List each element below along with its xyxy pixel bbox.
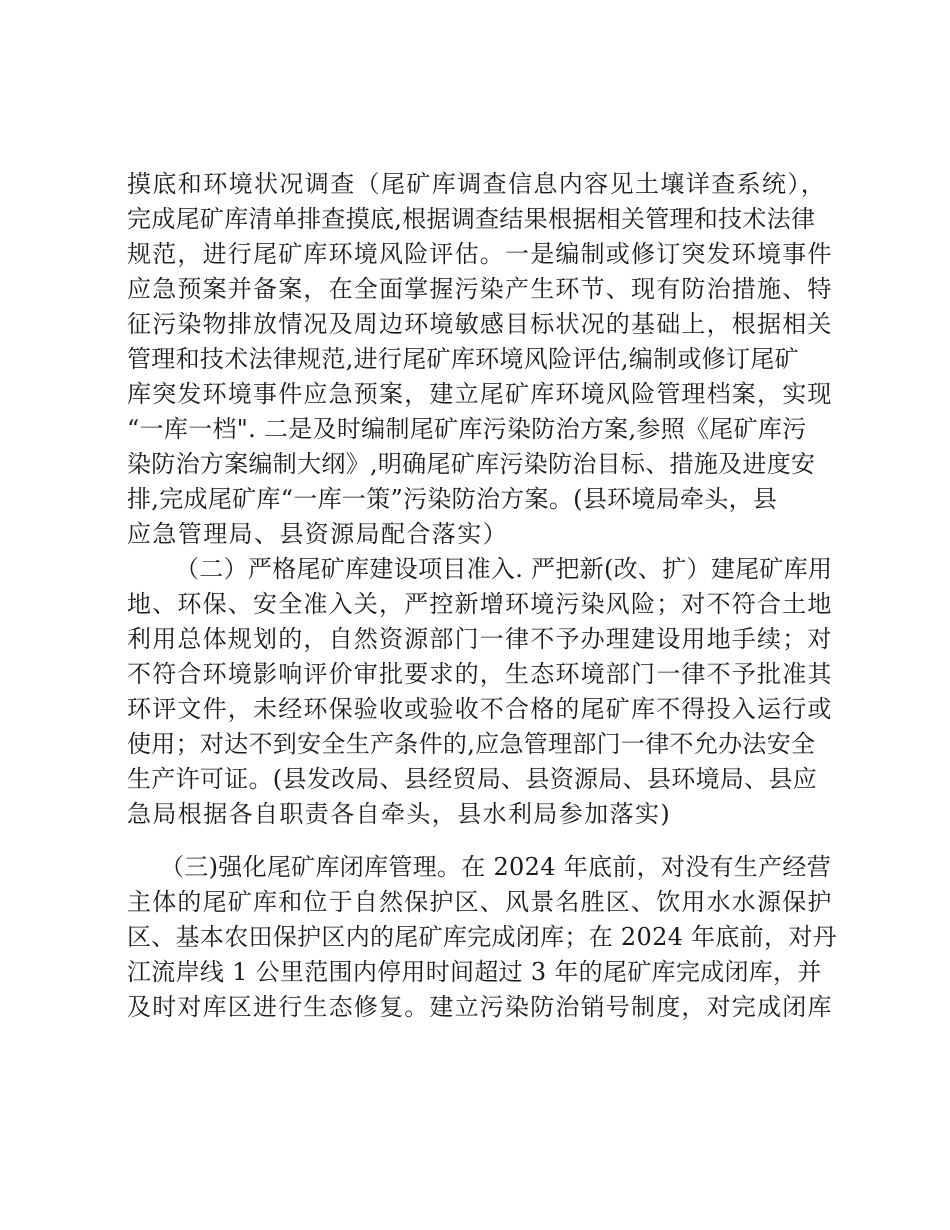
text-line: 规范，进行尾矿库环境风险评估。一是编制或修订突发环境事件	[127, 240, 833, 268]
text-line: 排,完成尾矿库“一库一策”污染防治方案。(县环境局牵头，县	[127, 485, 778, 513]
text-line: 利用总体规划的，自然资源部门一律不予办理建设用地手续；对	[127, 625, 833, 653]
text-line: 主体的尾矿库和位于自然保护区、风景名胜区、饮用水水源保护	[127, 888, 833, 916]
text-line: 生产许可证。(县发改局、县经贸局、县资源局、县环境局、县应	[127, 765, 818, 793]
text-line: 环评文件，未经环保验收或验收不合格的尾矿库不得投入运行或	[127, 695, 833, 723]
text-line: 江流岸线 1 公里范围内停用时间超过 3 年的尾矿库完成闭库，并	[127, 958, 822, 986]
text-line: 应急预案并备案，在全面掌握污染产生环节、现有防治措施、特	[127, 275, 833, 303]
text-line: 地、环保、安全准入关，严控新增环境污染风险；对不符合土地	[127, 590, 833, 618]
text-line: 及时对库区进行生态修复。建立污染防治销号制度，对完成闭库	[127, 993, 833, 1021]
text-line: 不符合环境影响评价审批要求的，生态环境部门一律不予批准其	[127, 660, 833, 688]
text-line: 完成尾矿库清单排查摸底,根据调查结果根据相关管理和技术法律	[127, 205, 816, 233]
text-line: 库突发环境事件应急预案，建立尾矿库环境风险管理档案，实现	[127, 380, 833, 408]
text-line: 征污染物排放情况及周边环境敏感目标状况的基础上，根据相关	[127, 310, 833, 338]
text-line: 使用；对达不到安全生产条件的,应急管理部门一律不允办法安全	[127, 730, 816, 758]
text-line: 应急管理局、县资源局配合落实）	[127, 520, 508, 548]
section-heading-line: （三)强化尾矿库闭库管理。在 2024 年底前，对没有生产经营	[160, 853, 831, 881]
text-line: “一库一档". 二是及时编制尾矿库污染防治方案,参照《尾矿库污	[127, 415, 807, 443]
section-heading-line: （二）严格尾矿库建设项目准入. 严把新(改、扩）建尾矿库用	[175, 555, 833, 583]
text-line: 区、基本农田保护区内的尾矿库完成闭库；在 2024 年底前，对丹	[127, 923, 837, 951]
text-line: 染防治方案编制大纲》,明确尾矿库污染防治目标、措施及进度安	[127, 450, 816, 478]
text-line: 急局根据各自职责各自牵头，县水利局参加落实)	[127, 800, 672, 828]
text-line: 管理和技术法律规范,进行尾矿库环境风险评估,编制或修订尾矿	[127, 345, 799, 373]
text-line: 摸底和环境状况调查（尾矿库调查信息内容见土壤详查系统），	[127, 170, 827, 198]
